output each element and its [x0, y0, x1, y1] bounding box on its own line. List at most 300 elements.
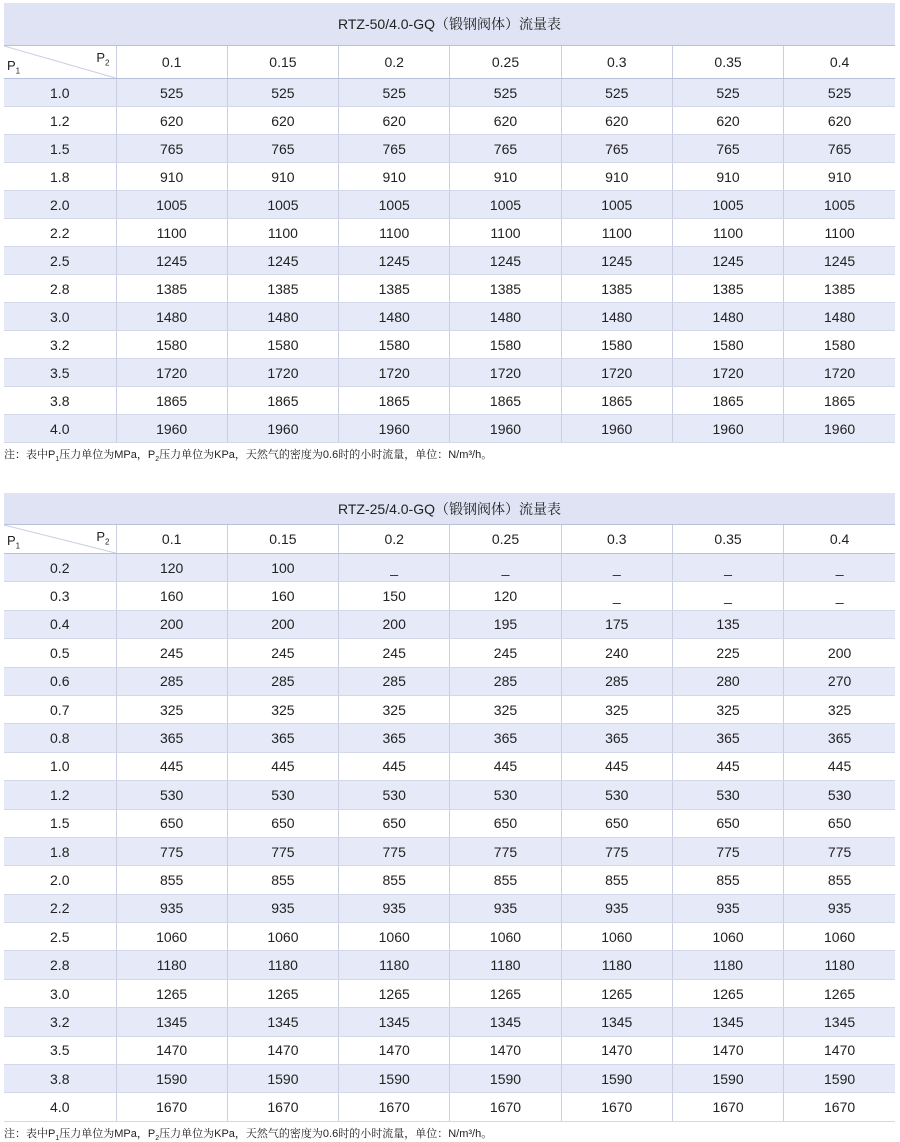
flow-value-cell: 1480 — [672, 303, 783, 331]
flow-value-cell: 175 — [561, 610, 672, 638]
flow-value-cell: 765 — [227, 135, 338, 163]
flow-value-cell: 620 — [672, 107, 783, 135]
flow-value-cell: _ — [561, 554, 672, 582]
flow-value-cell: 160 — [116, 582, 227, 610]
p1-subscript: 1 — [15, 67, 21, 76]
flow-value-cell: 1180 — [784, 951, 895, 979]
flow-value-cell: 1865 — [116, 387, 227, 415]
table-row — [4, 1008, 895, 1036]
flow-value-cell: _ — [784, 582, 895, 610]
flow-value-cell: 1385 — [227, 275, 338, 303]
flow-value-cell: 775 — [672, 837, 783, 865]
flow-value-cell: 325 — [116, 695, 227, 723]
flow-value-cell: 1385 — [116, 275, 227, 303]
flow-value-cell: 1100 — [784, 219, 895, 247]
flow-value-cell: 200 — [784, 639, 895, 667]
flow-value-cell: 765 — [339, 135, 450, 163]
row-header-p1: 3.8 — [4, 1065, 116, 1093]
flow-value-cell: 1005 — [784, 191, 895, 219]
flow-value-cell: 1590 — [784, 1065, 895, 1093]
flow-value-cell: 1470 — [784, 1036, 895, 1064]
row-header-p1: 4.0 — [4, 415, 116, 443]
row-header-p1: 1.5 — [4, 809, 116, 837]
flow-value-cell: 1865 — [672, 387, 783, 415]
flow-value-cell: 1345 — [450, 1008, 561, 1036]
flow-value-cell: 1245 — [116, 247, 227, 275]
flow-value-cell: 195 — [450, 610, 561, 638]
flow-value-cell: 765 — [116, 135, 227, 163]
flow-value-cell: 1470 — [672, 1036, 783, 1064]
flow-value-cell: 855 — [339, 866, 450, 894]
flow-value-cell: 910 — [116, 163, 227, 191]
flow-value-cell: 910 — [784, 163, 895, 191]
table-title: RTZ-50/4.0-GQ（锻钢阀体）流量表 — [4, 3, 895, 46]
flow-value-cell: 1265 — [339, 979, 450, 1007]
table-row — [4, 331, 895, 359]
table-row — [4, 781, 895, 809]
flow-value-cell: 1345 — [227, 1008, 338, 1036]
note-middle: 压力单位为MPa，P — [59, 1127, 156, 1140]
flow-value-cell: 1670 — [450, 1093, 561, 1121]
table-row — [4, 610, 895, 638]
flow-value-cell: 525 — [784, 79, 895, 107]
flow-value-cell: 285 — [450, 667, 561, 695]
flow-value-cell: 525 — [116, 79, 227, 107]
flow-value-cell: 225 — [672, 639, 783, 667]
flow-value-cell: 620 — [227, 107, 338, 135]
flow-value-cell: 1670 — [339, 1093, 450, 1121]
flow-value-cell: 1345 — [672, 1008, 783, 1036]
flow-value-cell: 775 — [339, 837, 450, 865]
flow-value-cell: 325 — [561, 695, 672, 723]
flow-value-cell: 1580 — [672, 331, 783, 359]
flow-value-cell: 1470 — [116, 1036, 227, 1064]
flow-value-cell: 1470 — [450, 1036, 561, 1064]
flow-value-cell: 620 — [116, 107, 227, 135]
flow-value-cell: 1865 — [450, 387, 561, 415]
flow-value-cell: 365 — [561, 724, 672, 752]
flow-value-cell: 855 — [561, 866, 672, 894]
flow-value-cell: 245 — [116, 639, 227, 667]
flow-value-cell: 1005 — [450, 191, 561, 219]
flow-value-cell: 1960 — [116, 415, 227, 443]
row-header-p1: 0.3 — [4, 582, 116, 610]
flow-value-cell: 150 — [339, 582, 450, 610]
flow-value-cell: 445 — [561, 752, 672, 780]
flow-value-cell: 935 — [339, 894, 450, 922]
row-header-p1: 1.0 — [4, 79, 116, 107]
flow-value-cell: 1180 — [227, 951, 338, 979]
column-header: 0.2 — [339, 525, 450, 554]
flow-value-cell: _ — [450, 554, 561, 582]
flow-value-cell: 530 — [672, 781, 783, 809]
flow-value-cell: 1100 — [227, 219, 338, 247]
flow-value-cell: 1245 — [672, 247, 783, 275]
flow-value-cell: 855 — [784, 866, 895, 894]
flow-value-cell: 1580 — [450, 331, 561, 359]
flow-value-cell: 445 — [450, 752, 561, 780]
flow-value-cell: 1480 — [561, 303, 672, 331]
flow-value-cell: 1960 — [450, 415, 561, 443]
table-row — [4, 1093, 895, 1121]
flow-value-cell: 530 — [116, 781, 227, 809]
flow-value-cell: 1670 — [561, 1093, 672, 1121]
flow-value-cell: 1590 — [227, 1065, 338, 1093]
p1-label — [7, 58, 20, 76]
flow-value-cell: 1060 — [227, 923, 338, 951]
table-row — [4, 951, 895, 979]
flow-value-cell: 765 — [784, 135, 895, 163]
row-header-p1: 0.5 — [4, 639, 116, 667]
flow-value-cell: 365 — [672, 724, 783, 752]
flow-value-cell: 1590 — [339, 1065, 450, 1093]
row-header-p1: 1.8 — [4, 837, 116, 865]
flow-value-cell: 1470 — [227, 1036, 338, 1064]
flow-value-cell: 1180 — [561, 951, 672, 979]
table-note — [4, 446, 895, 463]
flow-value-cell: 1480 — [784, 303, 895, 331]
flow-value-cell: 1100 — [450, 219, 561, 247]
flow-value-cell: 620 — [450, 107, 561, 135]
flow-value-cell: 775 — [561, 837, 672, 865]
flow-value-cell: 1720 — [784, 359, 895, 387]
row-header-p1: 4.0 — [4, 1093, 116, 1121]
p1-label — [7, 533, 20, 551]
p2-subscript: 2 — [105, 537, 110, 547]
flow-value-cell: 1180 — [339, 951, 450, 979]
flow-value-cell: 270 — [784, 667, 895, 695]
flow-value-cell: 1265 — [784, 979, 895, 1007]
flow-value-cell: 445 — [672, 752, 783, 780]
flow-value-cell — [784, 610, 895, 638]
table-row — [4, 191, 895, 219]
flow-value-cell: 1960 — [339, 415, 450, 443]
row-header-p1: 3.2 — [4, 1008, 116, 1036]
flow-value-cell: 1060 — [339, 923, 450, 951]
flow-value-cell: 765 — [561, 135, 672, 163]
row-header-p1: 2.0 — [4, 866, 116, 894]
note-subscript-2: 2 — [155, 1135, 160, 1142]
column-header: 0.35 — [672, 46, 783, 79]
row-header-p1: 2.5 — [4, 247, 116, 275]
flow-value-cell: 1720 — [116, 359, 227, 387]
flow-value-cell: 1480 — [450, 303, 561, 331]
flow-value-cell: 650 — [672, 809, 783, 837]
flow-value-cell: 1265 — [227, 979, 338, 1007]
column-header: 0.3 — [561, 525, 672, 554]
flow-value-cell: 525 — [339, 79, 450, 107]
flow-value-cell: 445 — [339, 752, 450, 780]
flow-value-cell: 1180 — [450, 951, 561, 979]
flow-value-cell: 775 — [116, 837, 227, 865]
flow-value-cell: 285 — [339, 667, 450, 695]
p2-subscript: 2 — [105, 58, 110, 68]
p2-label — [96, 529, 109, 547]
flow-value-cell: 200 — [116, 610, 227, 638]
flow-value-cell: 365 — [784, 724, 895, 752]
flow-table-rtz-25 — [4, 493, 895, 1142]
row-header-p1: 1.8 — [4, 163, 116, 191]
p1-letter: P — [7, 58, 16, 74]
flow-value-cell: 620 — [784, 107, 895, 135]
table-row — [4, 695, 895, 723]
flow-value-cell: 910 — [339, 163, 450, 191]
table-row — [4, 163, 895, 191]
column-header: 0.4 — [784, 525, 895, 554]
flow-value-cell: 245 — [450, 639, 561, 667]
row-header-p1: 3.5 — [4, 359, 116, 387]
flow-value-cell: 855 — [227, 866, 338, 894]
flow-value-cell: 1345 — [116, 1008, 227, 1036]
flow-value-cell: 1005 — [561, 191, 672, 219]
flow-value-cell: 935 — [672, 894, 783, 922]
table-row — [4, 894, 895, 922]
flow-value-cell: 1345 — [339, 1008, 450, 1036]
flow-value-cell: 365 — [116, 724, 227, 752]
flow-value-cell: 910 — [672, 163, 783, 191]
table-row — [4, 247, 895, 275]
flow-value-cell: 1590 — [672, 1065, 783, 1093]
flow-value-cell: 650 — [227, 809, 338, 837]
flow-value-cell: 280 — [672, 667, 783, 695]
table-row — [4, 1065, 895, 1093]
flow-value-cell: 1470 — [339, 1036, 450, 1064]
table-row — [4, 275, 895, 303]
flow-value-cell: 365 — [450, 724, 561, 752]
column-header: 0.25 — [450, 525, 561, 554]
table-note — [4, 1125, 895, 1142]
flow-value-cell: 855 — [450, 866, 561, 894]
flow-value-cell: _ — [672, 582, 783, 610]
flow-value-cell: 1960 — [561, 415, 672, 443]
p2-label — [96, 50, 109, 68]
flow-value-cell: 1670 — [784, 1093, 895, 1121]
flow-value-cell: _ — [561, 582, 672, 610]
flow-value-cell: 620 — [339, 107, 450, 135]
flow-value-cell: _ — [339, 554, 450, 582]
flow-value-cell: 1345 — [561, 1008, 672, 1036]
flow-value-cell: 1470 — [561, 1036, 672, 1064]
table-title: RTZ-25/4.0-GQ（锻钢阀体）流量表 — [4, 493, 895, 525]
row-header-p1: 1.2 — [4, 107, 116, 135]
flow-value-cell: 245 — [339, 639, 450, 667]
flow-value-cell: 325 — [784, 695, 895, 723]
flow-value-cell: 935 — [227, 894, 338, 922]
flow-value-cell: 1265 — [116, 979, 227, 1007]
flow-value-cell: 1590 — [450, 1065, 561, 1093]
column-header: 0.3 — [561, 46, 672, 79]
flow-value-cell: 135 — [672, 610, 783, 638]
row-header-p1: 3.0 — [4, 979, 116, 1007]
table-row — [4, 415, 895, 443]
flow-value-cell: 910 — [561, 163, 672, 191]
flow-value-cell: 775 — [784, 837, 895, 865]
column-header: 0.15 — [227, 525, 338, 554]
note-subscript-2: 2 — [155, 456, 160, 464]
flow-value-cell: 1960 — [672, 415, 783, 443]
note-prefix: 注：表中P — [4, 449, 56, 461]
flow-value-cell: 765 — [450, 135, 561, 163]
flow-value-cell: 1245 — [339, 247, 450, 275]
note-subscript-1: 1 — [55, 1135, 60, 1142]
flow-value-cell: _ — [784, 554, 895, 582]
flow-value-cell: 525 — [227, 79, 338, 107]
flow-value-cell: 1245 — [561, 247, 672, 275]
row-header-p1: 0.4 — [4, 610, 116, 638]
table-row — [4, 135, 895, 163]
p1-letter: P — [7, 533, 16, 549]
flow-value-cell: 1480 — [116, 303, 227, 331]
flow-value-cell: 1580 — [784, 331, 895, 359]
flow-value-cell: 1245 — [227, 247, 338, 275]
corner-header — [4, 525, 116, 554]
table-row — [4, 219, 895, 247]
table-row — [4, 303, 895, 331]
table-row — [4, 979, 895, 1007]
row-header-p1: 2.8 — [4, 951, 116, 979]
table-row — [4, 724, 895, 752]
flow-value-cell: 650 — [450, 809, 561, 837]
flow-value-cell: 365 — [339, 724, 450, 752]
row-header-p1: 2.2 — [4, 894, 116, 922]
flow-value-cell: 1265 — [561, 979, 672, 1007]
flow-value-cell: 1005 — [672, 191, 783, 219]
flow-value-cell: 1590 — [116, 1065, 227, 1093]
flow-value-cell: _ — [672, 554, 783, 582]
flow-value-cell: 1480 — [339, 303, 450, 331]
flow-value-cell: 1180 — [672, 951, 783, 979]
flow-value-cell: 910 — [450, 163, 561, 191]
flow-value-cell: 775 — [227, 837, 338, 865]
table-row — [4, 1036, 895, 1064]
flow-value-cell: 1060 — [561, 923, 672, 951]
note-prefix: 注：表中P — [4, 1127, 56, 1140]
column-header: 0.2 — [339, 46, 450, 79]
flow-value-cell: 245 — [227, 639, 338, 667]
table-row — [4, 387, 895, 415]
flow-table — [4, 3, 895, 443]
flow-value-cell: 525 — [672, 79, 783, 107]
row-header-p1: 3.5 — [4, 1036, 116, 1064]
flow-value-cell: 1005 — [116, 191, 227, 219]
row-header-p1: 3.8 — [4, 387, 116, 415]
row-header-p1: 0.6 — [4, 667, 116, 695]
flow-value-cell: 1265 — [450, 979, 561, 1007]
flow-value-cell: 1100 — [116, 219, 227, 247]
column-header: 0.1 — [116, 525, 227, 554]
flow-value-cell: 1265 — [672, 979, 783, 1007]
flow-value-cell: 1060 — [450, 923, 561, 951]
column-header: 0.15 — [227, 46, 338, 79]
flow-value-cell: 1960 — [227, 415, 338, 443]
table-row — [4, 809, 895, 837]
p2-letter: P — [96, 50, 106, 65]
flow-value-cell: 650 — [116, 809, 227, 837]
flow-value-cell: 1060 — [784, 923, 895, 951]
flow-value-cell: 935 — [784, 894, 895, 922]
note-middle: 压力单位为MPa，P — [59, 449, 156, 461]
flow-value-cell: 1580 — [116, 331, 227, 359]
flow-value-cell: 325 — [227, 695, 338, 723]
corner-header — [4, 46, 116, 79]
flow-value-cell: 1245 — [450, 247, 561, 275]
flow-value-cell: 1865 — [784, 387, 895, 415]
flow-value-cell: 525 — [561, 79, 672, 107]
flow-value-cell: 1720 — [339, 359, 450, 387]
flow-value-cell: 1865 — [339, 387, 450, 415]
p2-letter: P — [96, 529, 106, 544]
table-row — [4, 837, 895, 865]
flow-value-cell: 1670 — [672, 1093, 783, 1121]
flow-value-cell: 1720 — [561, 359, 672, 387]
table-row — [4, 359, 895, 387]
flow-value-cell: 530 — [561, 781, 672, 809]
p1-subscript: 1 — [15, 542, 21, 551]
flow-value-cell: 855 — [116, 866, 227, 894]
flow-value-cell: 1005 — [227, 191, 338, 219]
flow-value-cell: 1670 — [227, 1093, 338, 1121]
flow-value-cell: 445 — [227, 752, 338, 780]
table-row — [4, 752, 895, 780]
row-header-p1: 1.0 — [4, 752, 116, 780]
flow-value-cell: 1960 — [784, 415, 895, 443]
flow-value-cell: 775 — [450, 837, 561, 865]
flow-value-cell: 650 — [561, 809, 672, 837]
row-header-p1: 2.5 — [4, 923, 116, 951]
flow-value-cell: 1345 — [784, 1008, 895, 1036]
flow-value-cell: 1180 — [116, 951, 227, 979]
flow-value-cell: 525 — [450, 79, 561, 107]
flow-value-cell: 530 — [339, 781, 450, 809]
flow-value-cell: 285 — [227, 667, 338, 695]
flow-value-cell: 935 — [116, 894, 227, 922]
flow-value-cell: 325 — [450, 695, 561, 723]
flow-value-cell: 1245 — [784, 247, 895, 275]
flow-value-cell: 160 — [227, 582, 338, 610]
row-header-p1: 1.5 — [4, 135, 116, 163]
flow-value-cell: 1385 — [450, 275, 561, 303]
flow-value-cell: 1865 — [561, 387, 672, 415]
table-row — [4, 866, 895, 894]
flow-value-cell: 935 — [450, 894, 561, 922]
flow-value-cell: 1670 — [116, 1093, 227, 1121]
flow-table-rtz-50 — [4, 3, 895, 463]
table-row — [4, 582, 895, 610]
row-header-p1: 0.2 — [4, 554, 116, 582]
flow-value-cell: 200 — [227, 610, 338, 638]
row-header-p1: 2.2 — [4, 219, 116, 247]
table-row — [4, 79, 895, 107]
flow-value-cell: 1100 — [561, 219, 672, 247]
table-row — [4, 667, 895, 695]
flow-value-cell: 445 — [116, 752, 227, 780]
flow-value-cell: 1060 — [672, 923, 783, 951]
table-row — [4, 554, 895, 582]
flow-table — [4, 493, 895, 1122]
flow-value-cell: 1005 — [339, 191, 450, 219]
flow-value-cell: 240 — [561, 639, 672, 667]
row-header-p1: 0.7 — [4, 695, 116, 723]
column-header: 0.25 — [450, 46, 561, 79]
flow-value-cell: 1480 — [227, 303, 338, 331]
table-row — [4, 923, 895, 951]
flow-value-cell: 765 — [672, 135, 783, 163]
flow-value-cell: 1385 — [339, 275, 450, 303]
flow-value-cell: 1100 — [672, 219, 783, 247]
flow-value-cell: 935 — [561, 894, 672, 922]
flow-value-cell: 445 — [784, 752, 895, 780]
flow-value-cell: 1060 — [116, 923, 227, 951]
